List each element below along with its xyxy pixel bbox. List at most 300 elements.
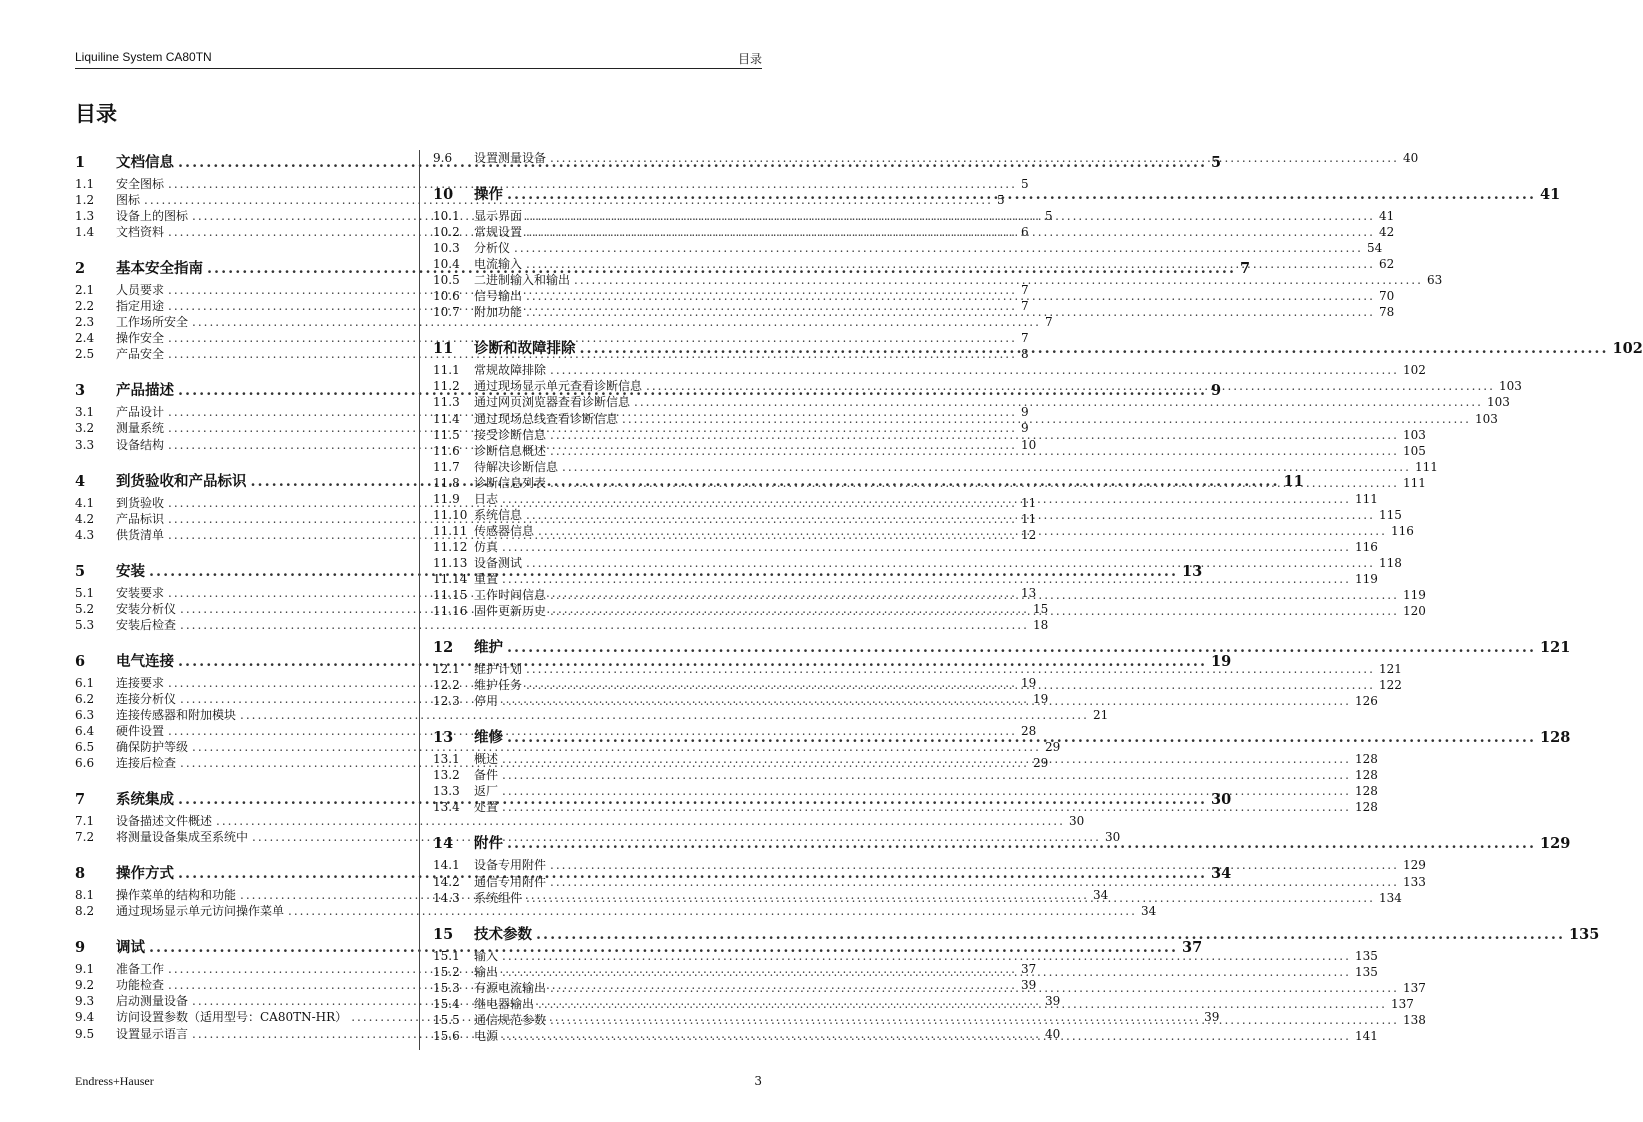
toc-entry[interactable] xyxy=(433,475,1426,491)
toc-number: 10 xyxy=(433,186,454,204)
toc-page-number: 39 xyxy=(1204,1010,1220,1025)
toc-title: 诊断信息列表 xyxy=(474,475,547,490)
toc-page-number: 115 xyxy=(1378,507,1402,522)
toc-entry[interactable] xyxy=(75,176,1029,192)
toc-page-number: 7 xyxy=(1240,260,1251,278)
toc-number: 11.16 xyxy=(433,604,468,619)
toc-number: 11.4 xyxy=(433,411,460,426)
toc-number: 11.10 xyxy=(433,507,468,522)
toc-leader-dots xyxy=(502,767,1351,783)
toc-leader-dots xyxy=(502,491,1351,507)
toc-title: 指定用途 xyxy=(116,299,165,314)
toc-number: 14.2 xyxy=(433,874,460,889)
toc-number: 15.4 xyxy=(433,996,460,1011)
toc-page-number: 141 xyxy=(1354,1028,1378,1043)
toc-page-number: 111 xyxy=(1414,459,1438,474)
toc-page-number: 102 xyxy=(1402,363,1426,378)
toc-number: 2.2 xyxy=(75,299,95,314)
toc-title: 电气连接 xyxy=(116,652,174,670)
toc-page-number: 137 xyxy=(1390,996,1414,1011)
toc-page-number: 30 xyxy=(1211,791,1232,809)
toc-page-number: 5 xyxy=(1044,209,1053,224)
toc-title: 操作菜单的结构和功能 xyxy=(116,888,237,903)
toc-page-number: 78 xyxy=(1378,305,1395,320)
toc-title: 常规故障排除 xyxy=(474,363,547,378)
toc-leader-dots xyxy=(526,661,1375,677)
toc-title: 重置 xyxy=(474,571,499,586)
toc-title: 日志 xyxy=(474,491,499,506)
toc-leader-dots xyxy=(502,539,1351,555)
toc-page-number: 118 xyxy=(1378,555,1402,570)
toc-number: 6.6 xyxy=(75,756,95,771)
toc-title: 连接后检查 xyxy=(116,756,177,771)
toc-number: 8.2 xyxy=(75,904,95,919)
toc-title: 图标 xyxy=(116,193,141,208)
toc-number: 14.1 xyxy=(433,858,460,873)
toc-title: 二进制输入和输出 xyxy=(474,273,571,288)
toc-leader-dots xyxy=(502,571,1351,587)
toc-number: 10.3 xyxy=(433,241,460,256)
toc-number: 9.6 xyxy=(433,151,453,165)
toc-page-number: 41 xyxy=(1540,186,1561,204)
toc-chapter xyxy=(433,150,1419,166)
header-section: 目录 xyxy=(737,52,762,66)
toc-page-number: 37 xyxy=(1182,939,1203,957)
toc-number: 13 xyxy=(433,729,454,747)
toc-leader-dots xyxy=(538,996,1387,1012)
toc-page-number: 6 xyxy=(1020,225,1029,240)
toc-entry[interactable] xyxy=(433,304,1395,320)
toc-entry[interactable] xyxy=(433,150,1419,166)
toc-leader-dots xyxy=(536,922,1565,948)
toc-number: 13.1 xyxy=(433,752,460,767)
toc-number: 4.1 xyxy=(75,495,95,510)
toc-title: 输入 xyxy=(474,948,499,963)
toc-leader-dots xyxy=(574,272,1423,288)
toc-number: 7.1 xyxy=(75,814,95,829)
toc-leader-dots xyxy=(550,587,1399,603)
toc-title: 通过现场总线查看诊断信息 xyxy=(474,411,619,426)
toc-page-number: 7 xyxy=(1020,283,1029,298)
toc-page-number: 103 xyxy=(1402,427,1426,442)
toc-leader-dots xyxy=(550,150,1399,166)
toc-page-number: 28 xyxy=(1020,723,1037,738)
toc-title: 概述 xyxy=(474,752,499,767)
toc-number: 5 xyxy=(75,562,86,580)
toc-number: 6.4 xyxy=(75,723,95,738)
toc-title: 连接要求 xyxy=(116,675,165,690)
toc-title: 电源 xyxy=(474,1028,499,1043)
toc-number: 9.1 xyxy=(75,962,95,977)
toc-title: 电流输入 xyxy=(474,257,523,272)
toc-page-number: 19 xyxy=(1020,675,1037,690)
toc-leader-dots xyxy=(526,208,1375,224)
toc-page-number: 34 xyxy=(1092,888,1109,903)
toc-title: 连接分析仪 xyxy=(116,691,177,706)
toc-page-number: 34 xyxy=(1140,904,1157,919)
toc-leader-dots xyxy=(550,475,1399,491)
toc-page-number: 40 xyxy=(1044,1026,1061,1041)
toc-title: 连接传感器和附加模块 xyxy=(116,707,237,722)
toc-number: 8 xyxy=(75,865,86,883)
toc-title: 安装后检查 xyxy=(116,617,177,632)
toc-page-number: 121 xyxy=(1378,662,1402,677)
toc-number: 13.3 xyxy=(433,784,460,799)
toc-page-number: 8 xyxy=(1020,347,1029,362)
toc-number: 13.4 xyxy=(433,800,460,815)
toc-title: 待解决诊断信息 xyxy=(474,459,559,474)
toc-page-number: 12 xyxy=(1020,527,1037,542)
toc-page-number: 133 xyxy=(1402,874,1426,889)
toc-title: 设备描述文件概述 xyxy=(116,814,213,829)
toc-entry[interactable] xyxy=(433,890,1402,906)
toc-entry[interactable] xyxy=(75,330,1029,346)
toc-entry[interactable] xyxy=(75,903,1157,919)
toc-title: 操作 xyxy=(474,186,503,204)
toc-title: 固件更新历史 xyxy=(474,604,547,619)
toc-title: 基本安全指南 xyxy=(116,260,203,278)
toc-number: 1.2 xyxy=(75,193,95,208)
toc-leader-dots xyxy=(526,256,1375,272)
toc-entry[interactable] xyxy=(433,491,1378,507)
toc-number: 15 xyxy=(433,925,454,943)
toc-title: 安装 xyxy=(116,562,145,580)
toc-entry[interactable] xyxy=(433,224,1395,240)
toc-title: 供货清单 xyxy=(116,527,165,542)
toc-number: 2.5 xyxy=(75,347,95,362)
toc-page-number: 103 xyxy=(1486,395,1510,410)
toc-entry[interactable] xyxy=(433,240,1383,256)
toc-number: 11.9 xyxy=(433,491,460,506)
toc-title: 安装分析仪 xyxy=(116,601,177,616)
toc-title: 测量系统 xyxy=(116,421,165,436)
toc-title: 工作时间信息 xyxy=(474,588,547,603)
toc-number: 11.5 xyxy=(433,427,460,442)
toc-leader-dots xyxy=(550,427,1399,443)
toc-entry[interactable] xyxy=(433,857,1426,873)
toc-page-number: 11 xyxy=(1283,472,1304,490)
toc-entry[interactable] xyxy=(433,272,1443,288)
toc-leader-dots xyxy=(580,336,1609,362)
toc-leader-dots xyxy=(502,964,1351,980)
toc-page-number: 15 xyxy=(1032,601,1049,616)
toc-entry[interactable] xyxy=(433,378,1522,394)
toc-page-number: 135 xyxy=(1569,925,1600,943)
toc-title: 有源电流输出 xyxy=(474,980,547,995)
toc-leader-dots xyxy=(562,459,1411,475)
toc-title: 技术参数 xyxy=(474,925,532,943)
toc-page-number: 19 xyxy=(1211,652,1232,670)
toc-number: 15.2 xyxy=(433,964,460,979)
toc-number: 6.5 xyxy=(75,740,95,755)
toc-leader-dots xyxy=(502,693,1351,709)
toc-number: 15.1 xyxy=(433,948,460,963)
toc-title: 设备结构 xyxy=(116,437,165,452)
toc-title: 传感器信息 xyxy=(474,523,535,538)
toc-title: 系统信息 xyxy=(474,507,523,522)
toc-page-number: 9 xyxy=(1020,421,1029,436)
toc-number: 11.1 xyxy=(433,363,460,378)
toc-number: 11.12 xyxy=(433,539,468,554)
toc-title: 返厂 xyxy=(474,784,499,799)
toc-page-number: 30 xyxy=(1068,814,1085,829)
toc-entry[interactable] xyxy=(433,539,1378,555)
toc-page-number: 70 xyxy=(1378,289,1395,304)
toc-entry[interactable] xyxy=(433,208,1395,224)
toc-number: 2.4 xyxy=(75,331,95,346)
toc-page-number: 13 xyxy=(1020,585,1037,600)
toc-title: 操作安全 xyxy=(116,331,165,346)
header-doc-title: Liquiline System CA80TN xyxy=(75,50,212,64)
toc-title: 维护 xyxy=(474,639,503,657)
toc-number: 9.2 xyxy=(75,978,95,993)
toc-page-number: 39 xyxy=(1044,994,1061,1009)
toc-title: 产品设计 xyxy=(116,405,165,420)
toc-title: 硬件设置 xyxy=(116,723,165,738)
toc-leader-dots xyxy=(526,507,1375,523)
toc-number: 3.1 xyxy=(75,405,95,420)
toc-number: 4.2 xyxy=(75,511,95,526)
toc-entry[interactable] xyxy=(433,288,1395,304)
toc-leader-dots xyxy=(507,635,1536,661)
toc-title: 功能检查 xyxy=(116,978,165,993)
toc-page-number: 62 xyxy=(1378,257,1395,272)
toc-page-number: 128 xyxy=(1540,729,1571,747)
toc-title: 继电器输出 xyxy=(474,996,535,1011)
toc-title: 停用 xyxy=(474,694,499,709)
toc-entry[interactable] xyxy=(433,427,1426,443)
toc-leader-dots xyxy=(502,799,1351,815)
toc-entry[interactable] xyxy=(433,555,1402,571)
toc-entry[interactable] xyxy=(75,707,1109,723)
toc-page-number: 116 xyxy=(1354,539,1378,554)
toc-entry[interactable] xyxy=(433,362,1426,378)
toc-page-number: 120 xyxy=(1402,604,1426,619)
toc-title: 通信规范参数 xyxy=(474,1012,547,1027)
toc-entry[interactable] xyxy=(433,459,1438,475)
toc-title: 通过网页浏览器查看诊断信息 xyxy=(474,395,631,410)
toc-number: 10.6 xyxy=(433,289,460,304)
toc-chapter xyxy=(433,336,1643,619)
toc-leader-dots xyxy=(550,857,1399,873)
toc-number: 9.5 xyxy=(75,1026,95,1041)
toc-entry[interactable] xyxy=(433,411,1498,427)
column-divider xyxy=(419,150,420,1050)
toc-number: 11.8 xyxy=(433,475,460,490)
toc-entry[interactable] xyxy=(433,767,1378,783)
page-title: 目录 xyxy=(75,101,117,126)
toc-number: 6 xyxy=(75,652,86,670)
toc-page-number: 129 xyxy=(1540,835,1571,853)
toc-page-number: 111 xyxy=(1354,491,1378,506)
toc-number: 12.3 xyxy=(433,694,460,709)
toc-title: 附件 xyxy=(474,835,503,853)
toc-title: 工作场所安全 xyxy=(116,315,189,330)
toc-entry[interactable] xyxy=(75,617,1049,633)
toc-page-number: 63 xyxy=(1426,273,1443,288)
toc-page-number: 128 xyxy=(1354,800,1378,815)
toc-number: 6.1 xyxy=(75,675,95,690)
toc-leader-dots xyxy=(550,874,1399,890)
toc-title: 通过现场显示单元访问操作菜单 xyxy=(116,904,285,919)
toc-leader-dots xyxy=(507,831,1536,857)
toc-page-number: 5 xyxy=(1211,154,1222,171)
toc-title: 仿真 xyxy=(474,539,499,554)
toc-leader-dots xyxy=(502,783,1351,799)
toc-page-number: 119 xyxy=(1402,588,1426,603)
toc-number: 15.3 xyxy=(433,980,460,995)
toc-title: 通信专用附件 xyxy=(474,874,547,889)
toc-page-number: 9 xyxy=(1211,382,1222,400)
toc-number: 3.2 xyxy=(75,421,95,436)
toc-entry[interactable] xyxy=(75,314,1053,330)
toc-page-number: 11 xyxy=(1020,511,1037,526)
footer-brand: Endress+Hauser xyxy=(75,1074,154,1088)
toc-number: 7.2 xyxy=(75,830,95,845)
toc-page-number: 111 xyxy=(1402,475,1426,490)
toc-title: 附加功能 xyxy=(474,305,523,320)
toc-leader-dots xyxy=(502,1028,1351,1044)
footer-page-number: 3 xyxy=(754,1074,762,1088)
toc-number: 15.6 xyxy=(433,1028,460,1043)
toc-page-number: 7 xyxy=(1044,315,1053,330)
toc-page-number: 102 xyxy=(1612,340,1643,358)
toc-entry[interactable] xyxy=(75,739,1061,755)
toc-entry[interactable] xyxy=(433,443,1426,459)
toc-page-number: 21 xyxy=(1092,707,1109,722)
toc-title: 通过现场显示单元查看诊断信息 xyxy=(474,379,643,394)
toc-leader-dots xyxy=(514,240,1363,256)
header-rule xyxy=(75,68,762,69)
toc-title: 确保防护等级 xyxy=(116,740,189,755)
toc-page-number: 128 xyxy=(1354,752,1378,767)
toc-number: 1.1 xyxy=(75,177,95,191)
toc-title: 设备专用附件 xyxy=(474,858,547,873)
toc-number: 1.3 xyxy=(75,209,95,224)
toc-page-number: 9 xyxy=(1020,405,1029,420)
toc-number: 12.1 xyxy=(433,662,460,677)
toc-number: 11.6 xyxy=(433,443,460,458)
toc-page-number: 119 xyxy=(1354,571,1378,586)
toc-leader-dots xyxy=(526,224,1375,240)
toc-title: 安全图标 xyxy=(116,177,165,191)
toc-number: 7 xyxy=(75,791,86,809)
toc-number: 9.3 xyxy=(75,994,95,1009)
toc-number: 12.2 xyxy=(433,678,460,693)
toc-page-number: 129 xyxy=(1402,858,1426,873)
toc-number: 5.1 xyxy=(75,585,95,600)
toc-leader-dots xyxy=(550,362,1399,378)
toc-chapter-heading[interactable] xyxy=(433,336,1643,362)
toc-page-number: 137 xyxy=(1402,980,1426,995)
toc-number: 13.2 xyxy=(433,768,460,783)
toc-page-number: 128 xyxy=(1354,768,1378,783)
toc-chapter-heading[interactable] xyxy=(433,182,1561,208)
toc-title: 系统集成 xyxy=(116,791,174,809)
toc-page-number: 121 xyxy=(1540,639,1571,657)
toc-number: 11 xyxy=(433,340,454,358)
toc-page-number: 103 xyxy=(1474,411,1498,426)
toc-page-number: 19 xyxy=(1032,691,1049,706)
toc-page-number: 7 xyxy=(1020,299,1029,314)
toc-title: 产品描述 xyxy=(116,382,174,400)
toc-title: 将测量设备集成至系统中 xyxy=(116,830,249,845)
toc-number: 10.5 xyxy=(433,273,460,288)
toc-number: 6.3 xyxy=(75,707,95,722)
toc-number: 4 xyxy=(75,472,86,490)
toc-number: 10.4 xyxy=(433,257,460,272)
toc-title: 到货验收和产品标识 xyxy=(116,472,247,490)
toc-number: 2 xyxy=(75,260,86,278)
toc-leader-dots xyxy=(502,948,1351,964)
toc-title: 调试 xyxy=(116,939,145,957)
toc-entry[interactable] xyxy=(433,783,1378,799)
toc-title: 系统组件 xyxy=(474,890,523,905)
toc-number: 6.2 xyxy=(75,691,95,706)
toc-title: 文档资料 xyxy=(116,225,165,240)
toc-number: 14.3 xyxy=(433,890,460,905)
toc-page-number: 42 xyxy=(1378,225,1395,240)
toc-page-number: 41 xyxy=(1378,209,1395,224)
toc-title: 准备工作 xyxy=(116,962,165,977)
toc-leader-dots xyxy=(526,288,1375,304)
toc-page-number: 30 xyxy=(1104,830,1121,845)
toc-entry[interactable] xyxy=(75,813,1085,829)
toc-title: 到货验收 xyxy=(116,495,165,510)
toc-number: 3.3 xyxy=(75,437,95,452)
toc-leader-dots xyxy=(550,980,1399,996)
toc-title: 诊断信息概述 xyxy=(474,443,547,458)
toc-title: 访问设置参数（适用型号：CA80TN-HR） xyxy=(116,1010,348,1025)
toc-entry[interactable] xyxy=(433,507,1402,523)
toc-page-number: 105 xyxy=(1402,443,1426,458)
toc-leader-dots xyxy=(538,523,1387,539)
toc-leader-dots xyxy=(526,890,1375,906)
toc-number: 11.15 xyxy=(433,588,468,603)
toc-page-number: 7 xyxy=(1020,331,1029,346)
toc-entry[interactable] xyxy=(433,394,1510,410)
toc-leader-dots xyxy=(550,603,1399,619)
toc-title: 产品安全 xyxy=(116,347,165,362)
toc-title: 处置 xyxy=(474,800,499,815)
toc-leader-dots xyxy=(646,378,1495,394)
toc-page-number: 29 xyxy=(1032,756,1049,771)
toc-page-number: 40 xyxy=(1402,151,1419,165)
toc-number: 10.7 xyxy=(433,305,460,320)
toc-number: 1 xyxy=(75,154,86,171)
toc-number: 4.3 xyxy=(75,527,95,542)
toc-page-number: 11 xyxy=(1020,495,1037,510)
toc-number: 9.4 xyxy=(75,1010,95,1025)
toc-number: 11.11 xyxy=(433,523,468,538)
toc-page-number: 37 xyxy=(1020,962,1037,977)
toc-number: 11.13 xyxy=(433,555,468,570)
toc-page-number: 18 xyxy=(1032,617,1049,632)
toc-title: 文档信息 xyxy=(116,154,174,171)
toc-title: 备件 xyxy=(474,768,499,783)
toc-title: 产品标识 xyxy=(116,511,165,526)
toc-title: 信号输出 xyxy=(474,289,523,304)
toc-page-number: 134 xyxy=(1378,890,1402,905)
toc-entry[interactable] xyxy=(433,256,1395,272)
toc-title: 设置测量设备 xyxy=(474,151,547,165)
toc-title: 设备上的图标 xyxy=(116,209,189,224)
toc-chapter xyxy=(433,182,1561,320)
toc-page-number: 29 xyxy=(1044,740,1061,755)
toc-page-number: 103 xyxy=(1498,379,1522,394)
toc-title: 安装要求 xyxy=(116,585,165,600)
toc-title: 人员要求 xyxy=(116,283,165,298)
